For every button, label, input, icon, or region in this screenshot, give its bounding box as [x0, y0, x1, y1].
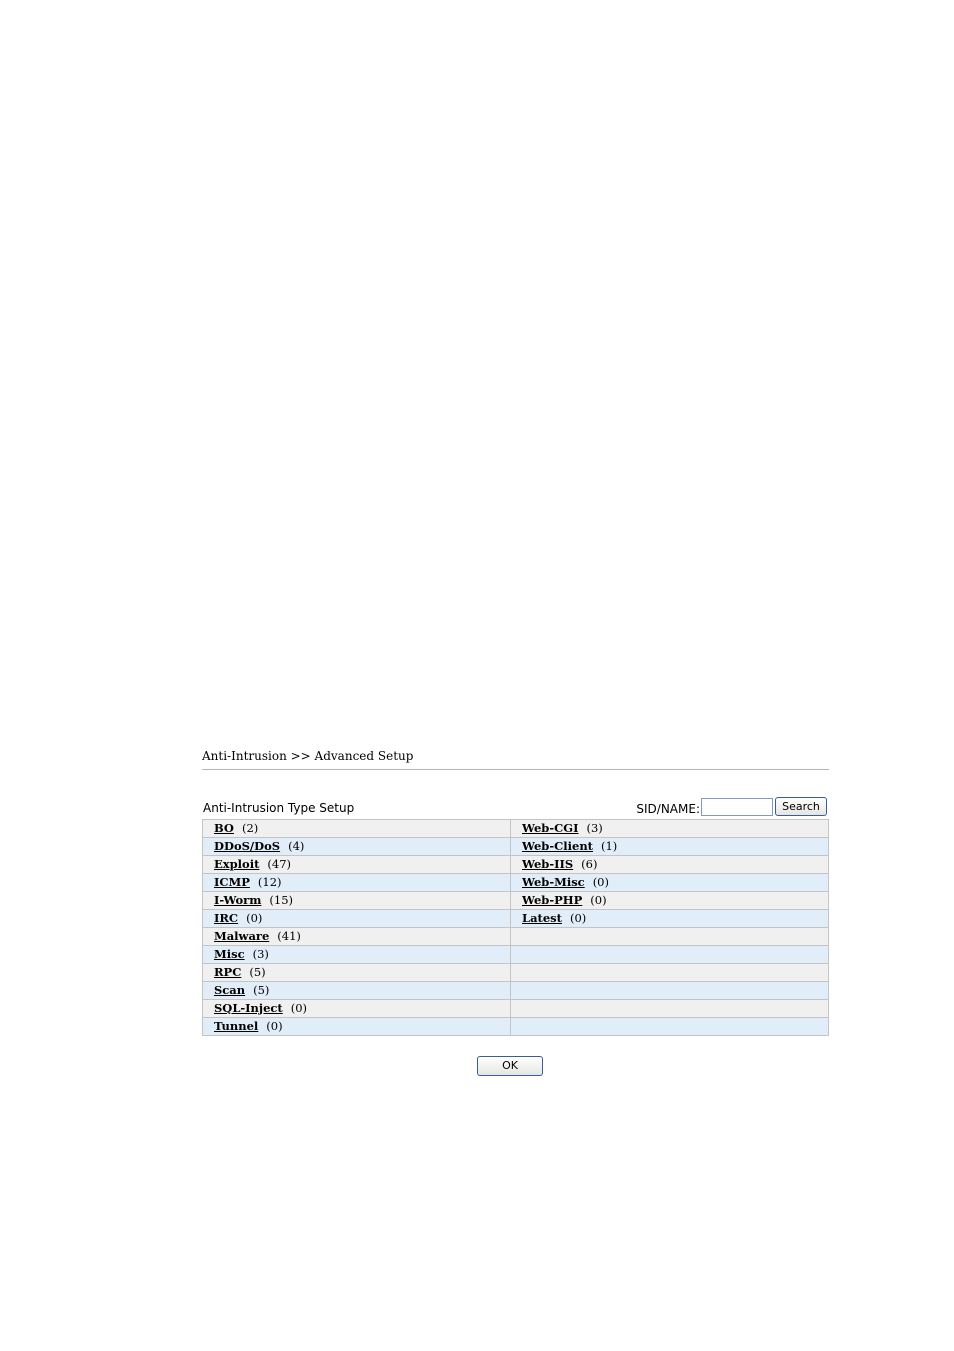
type-cell: [511, 1018, 829, 1036]
type-cell: [511, 982, 829, 1000]
type-cell: [511, 1000, 829, 1018]
table-row: [203, 838, 829, 856]
table-row: [203, 874, 829, 892]
type-cell: [511, 838, 829, 856]
table-row: [203, 1018, 829, 1036]
table-row: [203, 964, 829, 982]
type-cell: [203, 1000, 511, 1018]
category-link[interactable]: Web-IIS: [522, 857, 574, 871]
category-link[interactable]: IRC: [214, 911, 239, 925]
type-cell: [511, 874, 829, 892]
sid-name-search-input[interactable]: [701, 798, 773, 816]
category-link[interactable]: Web-PHP: [522, 893, 583, 907]
anti-intrusion-panel: [202, 748, 829, 1036]
category-link[interactable]: Web-Client: [522, 839, 593, 853]
category-count: (0): [246, 911, 263, 925]
search-button[interactable]: Search: [775, 797, 827, 816]
type-cell: [203, 820, 511, 838]
type-cell: [511, 910, 829, 928]
search-label: SID/NAME:: [636, 802, 700, 816]
table-row: [203, 928, 829, 946]
category-link[interactable]: Latest: [522, 911, 562, 925]
type-cell: [203, 856, 511, 874]
type-cell: [203, 946, 511, 964]
category-link[interactable]: BO: [214, 821, 234, 835]
type-cell: [203, 982, 511, 1000]
category-count: (0): [290, 1001, 308, 1015]
section-header: [202, 795, 829, 819]
category-link[interactable]: Scan: [214, 983, 246, 997]
category-count: (6): [581, 857, 598, 871]
type-cell: [203, 892, 511, 910]
category-count: (4): [288, 839, 305, 853]
category-count: (41): [277, 929, 301, 943]
type-table: [202, 819, 829, 1036]
type-cell: [203, 838, 511, 856]
table-row: [203, 946, 829, 964]
category-link[interactable]: I-Worm: [214, 893, 262, 907]
ok-button[interactable]: OK: [477, 1056, 543, 1076]
category-link[interactable]: Malware: [214, 929, 270, 943]
type-cell: [511, 820, 829, 838]
table-row: [203, 1000, 829, 1018]
category-count: (12): [257, 875, 282, 889]
category-count: (0): [590, 893, 607, 907]
type-cell: [511, 928, 829, 946]
category-count: (5): [253, 983, 270, 997]
category-count: (2): [241, 821, 259, 835]
category-count: (15): [269, 893, 294, 907]
category-count: (5): [249, 965, 266, 979]
category-count: (0): [569, 911, 587, 925]
type-cell: [203, 964, 511, 982]
type-cell: [203, 910, 511, 928]
category-count: (0): [266, 1019, 283, 1033]
category-count: (1): [601, 839, 618, 853]
type-cell: [203, 874, 511, 892]
category-count: (47): [267, 857, 291, 871]
category-link[interactable]: Web-Misc: [522, 875, 585, 889]
category-link[interactable]: ICMP: [214, 875, 250, 889]
table-row: [203, 982, 829, 1000]
ok-row: [477, 1054, 543, 1076]
category-link[interactable]: Web-CGI: [522, 821, 579, 835]
category-link[interactable]: DDoS/DoS: [214, 839, 281, 853]
category-count: (3): [586, 821, 603, 835]
breadcrumb: Anti-Intrusion >> Advanced Setup: [202, 748, 829, 770]
category-link[interactable]: RPC: [214, 965, 242, 979]
category-link[interactable]: Misc: [214, 947, 245, 961]
category-count: (0): [592, 875, 609, 889]
search-bar: [636, 797, 827, 816]
type-cell: [511, 892, 829, 910]
type-cell: [203, 1018, 511, 1036]
category-link[interactable]: Tunnel: [214, 1019, 259, 1033]
category-link[interactable]: SQL-Inject: [214, 1001, 283, 1015]
type-cell: [511, 964, 829, 982]
table-row: [203, 892, 829, 910]
type-cell: [203, 928, 511, 946]
type-cell: [511, 946, 829, 964]
table-row: [203, 856, 829, 874]
category-link[interactable]: Exploit: [214, 857, 260, 871]
table-row: [203, 910, 829, 928]
type-cell: [511, 856, 829, 874]
table-row: [203, 820, 829, 838]
category-count: (3): [252, 947, 269, 961]
section-title: Anti-Intrusion Type Setup: [203, 801, 355, 815]
